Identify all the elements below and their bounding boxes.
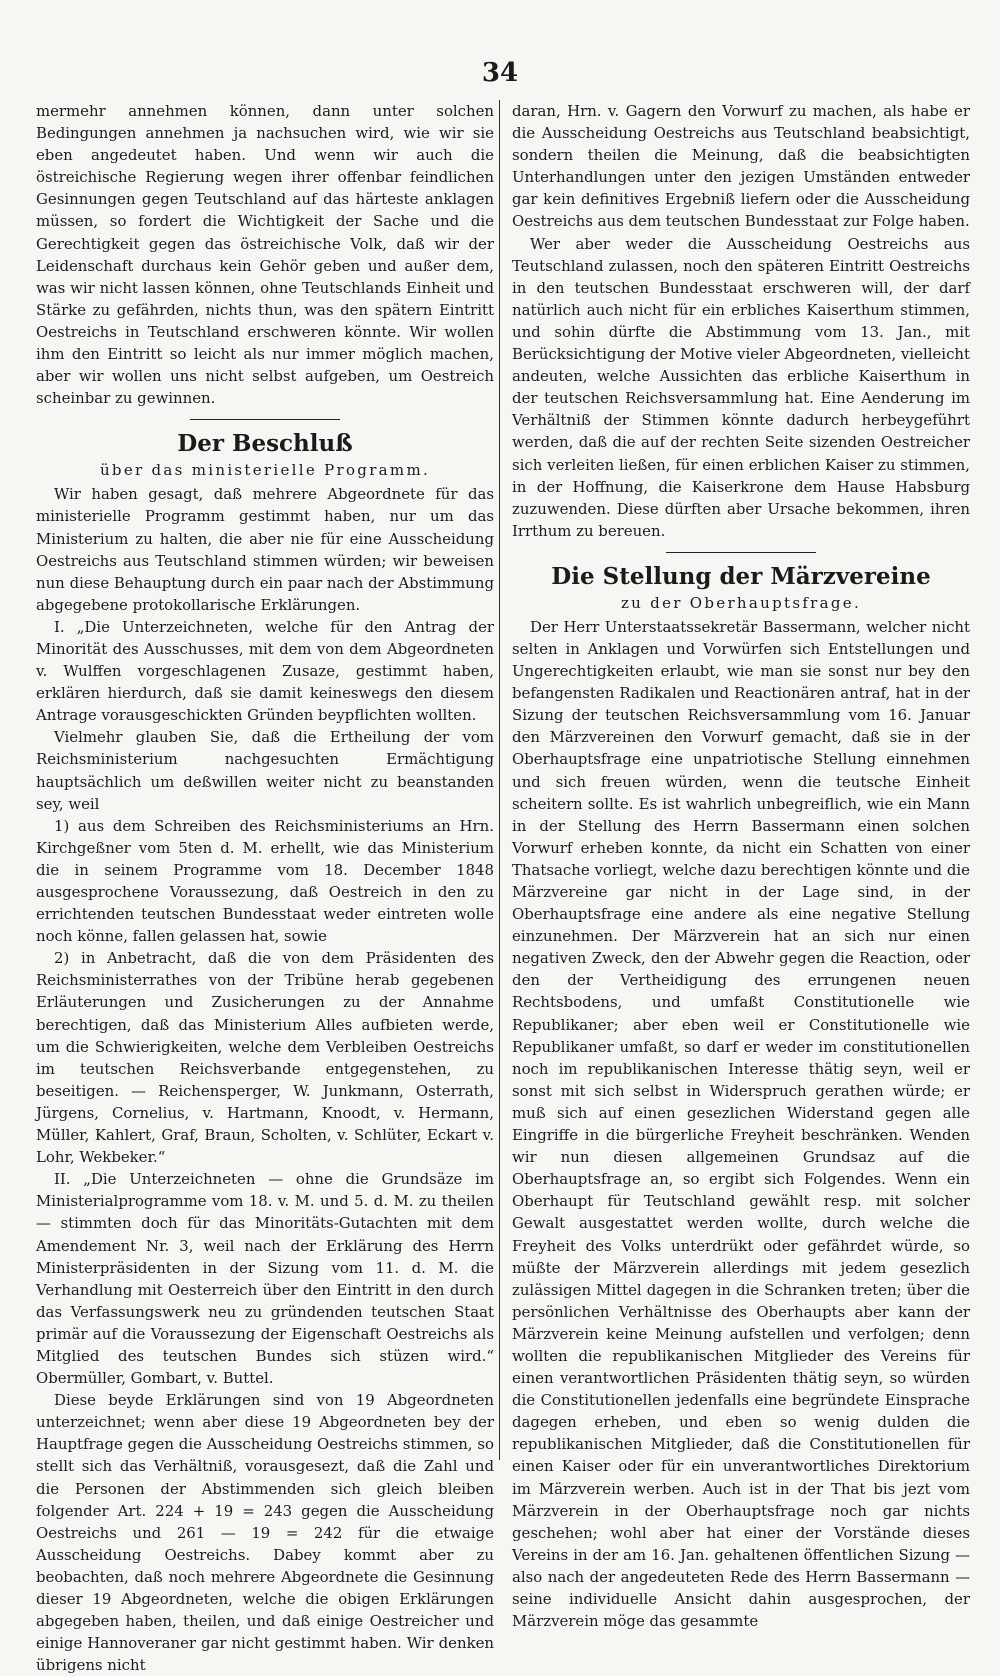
paragraph: 1) aus dem Schreiben des Reichsministeriums an Hrn. Kirchgeßner vom 5ten d. M. erhellt, wie das Ministerium die in seinem Programme vom 18. December 1848 ausgesprochene Voraussezung, daß Oestreich in den zu errichtenden teutschen Bundesstaat weder eintreten wolle noch könne, fallen gelassen hat, sowie: [36, 816, 494, 946]
article-heading: Der Beschluß: [177, 430, 353, 458]
paragraph: Vielmehr glauben Sie, daß die Ertheilung der vom Reichsministerium nachgesuchten Ermächtigung hauptsächlich um deßwillen weiter nicht zu beanstanden sey, weil: [36, 728, 494, 813]
paragraph: I. „Die Unterzeichneten, welche für den Antrag der Minorität des Ausschusses, mit dem von dem Abgeordneten v. Wulffen vorgeschlagenen Zusaze, gestimmt haben, erklären hierdurch, daß sie damit keineswegs den diesem Antrage vorausgeschickten Gründen beypflichten wollten.: [36, 617, 494, 725]
column-rule: [499, 100, 500, 1460]
right-column: [512, 100, 970, 1632]
section-divider: [190, 419, 340, 420]
paragraph: II. „Die Unterzeichneten — ohne die Grundsäze im Ministerialprogramme vom 18. v. M. und 5. d. M. zu theilen — stimmten doch für das Minoritäts-Gutachten mit dem Amendement Nr. 3, weil nach der Erklärung des Herrn Ministerpräsidenten in der Sizung vom 11. d. M. die Verhandlung mit Oesterreich über den Eintritt in den durch das Verfassungswerk neu zu gründenden teutschen Staat primär auf die Voraussezung der Eigenschaft Oestreichs als Mitglied des teutschen Bundes sich stüzen wird.“ Obermüller, Gombart, v. Buttel.: [36, 1170, 494, 1388]
paragraph: Der Herr Unterstaatssekretär Bassermann, welcher nicht selten in Anklagen und Vorwürfen sich Entstellungen und Ungerechtigkeiten erlaubt, wie man sie sonst nur bey den befangensten Radikalen und Reactionären antraf, hat in der Sizung der teutschen Reichsversammlung vom 16. Januar den Märzvereinen den Vorwurf gemacht, daß sie in der Oberhauptsfrage eine unpatriotische Stellung einnehmen und sich freuen würden, wenn die teutsche Einheit scheitern sollte. Es ist wahrlich unbegreiflich, wie ein Mann in der Stellung des Herrn Bassermann einen solchen Vorwurf erheben konnte, da nicht ein Schatten von einer Thatsache vorliegt, welche dazu berechtigen könnte und die Märzvereine gar nicht in der Lage sind, in der Oberhauptsfrage eine andere als eine negative Stellung einzunehmen. Der Märzverein hat an sich nur einen negativen Zweck, den der Abwehr gegen die Reaction, oder den der Vertheidigung des errungenen neuen Rechtsbodens, und umfaßt Constitutionelle wie Republikaner; aber eben weil er Constitutionelle wie Republikaner umfaßt, so darf er weder im constitutionellen noch im republikanischen Interesse thätig seyn, weil er sonst mit sich selbst in Widerspruch gerathen würde; er muß sich auf einen gesezlichen Widerstand gegen alle Eingriffe in die bürgerliche Freyheit beschränken. Wenden wir nun diesen allgemeinen Grundsaz auf die Oberhauptsfrage an, so ergibt sich Folgendes. Wenn ein Oberhaupt für Teutschland gewählt resp. mit solcher Gewalt ausgestattet werden wollte, durch welche die Freyheit des Volks unterdrükt oder gefährdet würde, so müßte der Märzverein allerdings mit jedem gesezlich zulässigen Mittel dagegen in die Schranken treten; über die persönlichen Verhältnisse des Oberhaupts aber kann der Märzverein keine Meinung aufstellen und verfolgen; denn wollten die republikanischen Mitglieder des Vereins für einen verantwortlichen Präsidenten thätig seyn, so würden die Constitutionellen jedenfalls eine begründete Einsprache dagegen erheben, und eben so wenig dulden die republikanischen Mitglieder, daß die Constitutionellen für einen Kaiser oder für ein unverantwortliches Direktorium im Märzverein werben. Auch ist in der That bis jezt vom Märzverein in der Oberhauptsfrage noch gar nichts geschehen; wohl aber hat einer der Vorstände dieses Vereins in der am 16. Jan. gehaltenen öffentlichen Sizung — also nach der angedeuteten Rede des Herrn Bassermann — seine individuelle Ansicht dahin ausgesprochen, der Märzverein möge das gesammte: [512, 617, 970, 1631]
paragraph: Wir haben gesagt, daß mehrere Abgeordnete für das ministerielle Programm gestimmt haben, nur um das Ministerium zu halten, die aber nie für eine Ausscheidung Oestreichs aus Teutschland stimmen würden; wir beweisen nun diese Behauptung durch ein paar nach der Abstimmung abgegebene protokollarische Erklärungen.: [36, 485, 494, 614]
paragraph: Wer aber weder die Ausscheidung Oestreichs aus Teutschland zulassen, noch den späteren Eintritt Oestreichs in den teutschen Bundesstaat erschweren will, der darf natürlich auch nicht für ein erbliches Kaiserthum stimmen, und sohin dürfte die Abstimmung vom 13. Jan., mit Berücksichtigung der Motive vieler Abgeordneten, vielleicht andeuten, welche Aussichten das erbliche Kaiserthum in der teutschen Reichsversammlung hat. Eine Aenderung im Verhältniß der Stimmen könnte dadurch herbeygeführt werden, daß die auf der rechten Seite sizenden Oestreicher sich verleiten ließen, für einen erblichen Kaiser zu stimmen, in der Hoffnung, die Kaiserkrone dem Hause Habsburg zuzuwenden. Diese dürften aber Ursache bekommen, ihren Irrthum zu bereuen.: [512, 234, 970, 540]
left-column: [36, 100, 494, 1676]
paragraph: 2) in Anbetracht, daß die von dem Präsidenten des Reichsministerrathes von der Tribüne herab gegebenen Erläuterungen und Zusicherungen zu der Annahme berechtigen, daß das Ministerium Alles aufbieten werde, um die Schwierigkeiten, welche dem Verbleiben Oestreichs im teutschen Reichsverbande entgegenstehen, zu beseitigen. — Reichensperger, W. Junkmann, Osterrath, Jürgens, Cornelius, v. Hartmann, Knoodt, v. Hermann, Müller, Kahlert, Graf, Braun, Scholten, v. Schlüter, Eckart v. Lohr, Wekbeker.“: [36, 949, 494, 1167]
article-subheading: zu der Oberhauptsfrage.: [620, 593, 862, 612]
article-subheading: über das ministerielle Programm.: [99, 461, 431, 480]
paragraph: Diese beyde Erklärungen sind von 19 Abgeordneten unterzeichnet; wenn aber diese 19 Abgeordneten bey der Hauptfrage gegen die Ausscheidung Oestreichs stimmen, so stellt sich das Verhältniß, vorausgesezt, daß die Zahl und die Personen der Abstimmenden sich gleich bleiben folgender Art. 224 + 19 = 243 gegen die Ausscheidung Oestreichs und 261 — 19 = 242 für die etwaige Ausscheidung Oestreichs. Dabey kommt aber zu beobachten, daß noch mehrere Abgeordnete die Gesinnung dieser 19 Abgeordneten, welche die obigen Erklärungen abgegeben haben, theilen, und daß einige Oestreicher und einige Hannoveraner gar nicht gestimmt haben. Wir denken übrigens nicht: [36, 1391, 494, 1675]
paragraph: mermehr annehmen können, dann unter solchen Bedingungen annehmen ja nachsuchen wird, wie wir sie eben angedeutet haben. Und wenn wir auch die östreichische Regierung wegen ihrer offenbar feindlichen Gesinnungen gegen Teutschland auf das härteste anklagen müssen, so fordert die Wichtigkeit der Sache und die Gerechtigkeit gegen das östreichische Volk, daß wir der Leidenschaft durchaus kein Gehör geben und außer dem, was wir nicht lassen können, ohne Teutschlands Einheit und Stärke zu gefährden, nichts thun, was den spätern Eintritt Oestreichs in Teutschland erschweren könnte. Wir wollen ihm den Eintritt so leicht als nur immer möglich machen, aber wir wollen uns nicht selbst aufgeben, um Oestreich scheinbar zu gewinnen.: [36, 102, 494, 408]
article-heading: Die Stellung der Märzvereine: [551, 562, 931, 590]
section-divider: [666, 552, 816, 553]
page-number: 34: [481, 58, 519, 88]
paragraph: daran, Hrn. v. Gagern den Vorwurf zu machen, als habe er die Ausscheidung Oestreichs aus Teutschland beabsichtigt, sondern theilen die Meinung, daß die beabsichtigten Unterhandlungen unter den jezigen Umständen entweder gar kein definitives Ergebniß liefern oder die Ausscheidung Oestreichs aus dem teutschen Bundesstaat zur Folge haben.: [512, 102, 970, 231]
